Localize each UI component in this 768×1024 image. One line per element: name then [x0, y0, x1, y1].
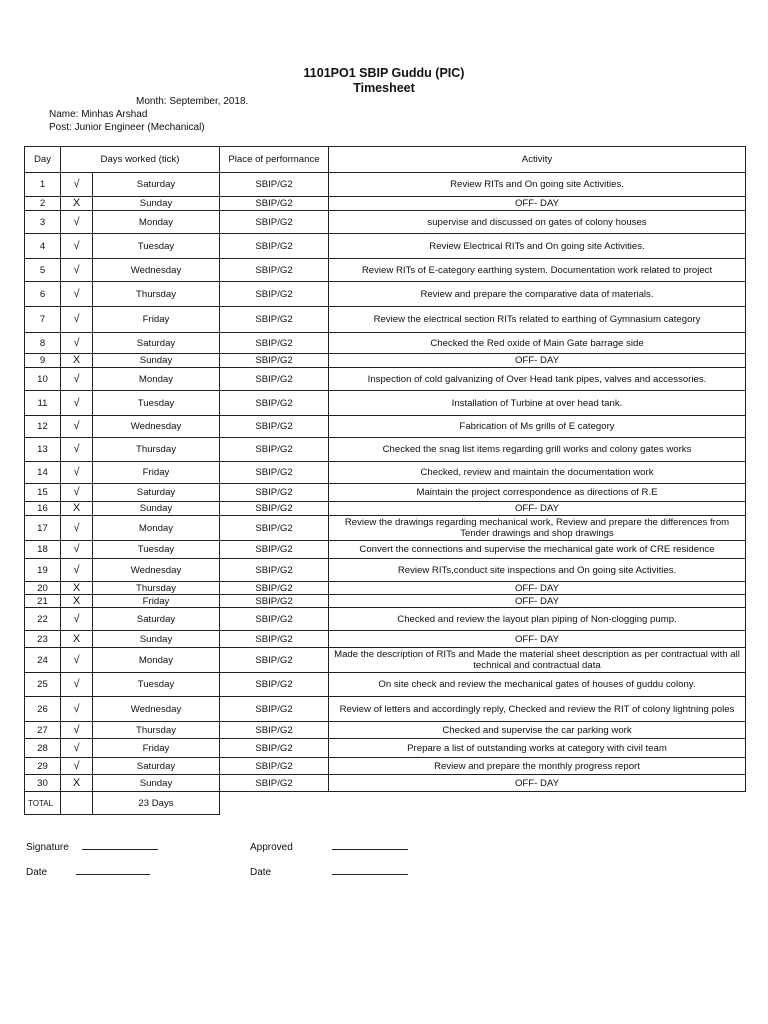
activity-cell: Inspection of cold galvanizing of Over Head tank pipes, valves and accessories.: [329, 368, 746, 391]
place-cell: SBIP/G2: [220, 648, 329, 673]
place-cell: SBIP/G2: [220, 333, 329, 354]
day-cell: 25: [25, 673, 61, 697]
total-value: 23 Days: [93, 792, 220, 815]
place-cell: SBIP/G2: [220, 307, 329, 333]
tick-cell: √: [61, 391, 93, 416]
place-cell: SBIP/G2: [220, 484, 329, 502]
tick-cell: X: [61, 582, 93, 595]
tick-cell: √: [61, 608, 93, 631]
tick-cell: √: [61, 307, 93, 333]
table-row: [25, 462, 746, 484]
day-cell: 11: [25, 391, 61, 416]
tick-cell: √: [61, 722, 93, 739]
activity-cell: Review the electrical section RITs related to earthing of Gymnasium category: [329, 307, 746, 333]
header-place: Place of performance: [220, 147, 329, 173]
place-cell: SBIP/G2: [220, 739, 329, 758]
tick-cell: √: [61, 368, 93, 391]
table-row: [25, 758, 746, 775]
table-row: [25, 559, 746, 582]
place-cell: SBIP/G2: [220, 673, 329, 697]
weekday-cell: Monday: [93, 648, 220, 673]
date-line-right: [250, 865, 408, 878]
day-cell: 26: [25, 697, 61, 722]
place-cell: SBIP/G2: [220, 631, 329, 648]
weekday-cell: Friday: [93, 739, 220, 758]
table-row: [25, 391, 746, 416]
weekday-cell: Thursday: [93, 582, 220, 595]
table-row: [25, 631, 746, 648]
day-cell: 7: [25, 307, 61, 333]
table-row: [25, 333, 746, 354]
tick-cell: √: [61, 758, 93, 775]
tick-cell: √: [61, 697, 93, 722]
table-header-row: [25, 147, 746, 173]
activity-cell: OFF- DAY: [329, 595, 746, 608]
weekday-cell: Sunday: [93, 775, 220, 792]
table-row: [25, 354, 746, 368]
total-spacer: [61, 792, 93, 815]
day-cell: 14: [25, 462, 61, 484]
tick-cell: √: [61, 282, 93, 307]
place-cell: SBIP/G2: [220, 259, 329, 282]
activity-cell: Review of letters and accordingly reply, Checked and review the RIT of colony lightning poles: [329, 697, 746, 722]
weekday-cell: Thursday: [93, 282, 220, 307]
tick-cell: X: [61, 631, 93, 648]
date-label: Date: [26, 867, 48, 878]
date-blank: [332, 865, 408, 875]
tick-cell: √: [61, 234, 93, 259]
weekday-cell: Monday: [93, 516, 220, 541]
place-cell: SBIP/G2: [220, 775, 329, 792]
timesheet-table: [24, 146, 746, 815]
table-row: [25, 516, 746, 541]
month-value: September, 2018.: [169, 96, 249, 107]
place-cell: SBIP/G2: [220, 582, 329, 595]
activity-cell: Checked, review and maintain the documentation work: [329, 462, 746, 484]
table-row: [25, 484, 746, 502]
name-value: Minhas Arshad: [81, 109, 148, 120]
approved-line: [250, 840, 408, 853]
tick-cell: √: [61, 559, 93, 582]
table-row: [25, 608, 746, 631]
weekday-cell: Monday: [93, 368, 220, 391]
tick-cell: √: [61, 462, 93, 484]
tick-cell: √: [61, 438, 93, 462]
table-row: [25, 595, 746, 608]
place-cell: SBIP/G2: [220, 197, 329, 211]
place-cell: SBIP/G2: [220, 541, 329, 559]
tick-cell: X: [61, 354, 93, 368]
signature-label: Signature: [26, 842, 69, 853]
day-cell: 4: [25, 234, 61, 259]
place-cell: SBIP/G2: [220, 438, 329, 462]
weekday-cell: Sunday: [93, 502, 220, 516]
activity-cell: Review the drawings regarding mechanical work, Review and prepare the differences from Tender drawings and shop drawings: [329, 516, 746, 541]
activity-cell: Review RITs,conduct site inspections and On going site Activities.: [329, 559, 746, 582]
weekday-cell: Friday: [93, 595, 220, 608]
place-cell: SBIP/G2: [220, 516, 329, 541]
tick-cell: √: [61, 739, 93, 758]
day-cell: 23: [25, 631, 61, 648]
day-cell: 13: [25, 438, 61, 462]
day-cell: 18: [25, 541, 61, 559]
weekday-cell: Saturday: [93, 484, 220, 502]
day-cell: 22: [25, 608, 61, 631]
signature-blank: [82, 840, 158, 850]
weekday-cell: Wednesday: [93, 416, 220, 438]
date-line-left: [26, 865, 150, 878]
day-cell: 28: [25, 739, 61, 758]
table-row: [25, 697, 746, 722]
weekday-cell: Sunday: [93, 197, 220, 211]
tick-cell: X: [61, 197, 93, 211]
tick-cell: X: [61, 502, 93, 516]
tick-cell: √: [61, 673, 93, 697]
weekday-cell: Saturday: [93, 608, 220, 631]
activity-cell: Review RITs of E-category earthing system. Documentation work related to project: [329, 259, 746, 282]
activity-cell: Checked the Red oxide of Main Gate barrage side: [329, 333, 746, 354]
name-line: [49, 109, 147, 120]
tick-cell: √: [61, 173, 93, 197]
name-label: Name:: [49, 109, 79, 120]
weekday-cell: Saturday: [93, 333, 220, 354]
total-blank: [329, 792, 746, 815]
day-cell: 29: [25, 758, 61, 775]
place-cell: SBIP/G2: [220, 697, 329, 722]
activity-cell: OFF- DAY: [329, 631, 746, 648]
place-cell: SBIP/G2: [220, 354, 329, 368]
table-row: [25, 197, 746, 211]
table-row: [25, 307, 746, 333]
approved-label: Approved: [250, 842, 293, 853]
day-cell: 21: [25, 595, 61, 608]
weekday-cell: Tuesday: [93, 673, 220, 697]
place-cell: SBIP/G2: [220, 416, 329, 438]
activity-cell: Convert the connections and supervise the mechanical gate work of CRE residence: [329, 541, 746, 559]
weekday-cell: Wednesday: [93, 559, 220, 582]
activity-cell: Prepare a list of outstanding works at category with civil team: [329, 739, 746, 758]
table-row: [25, 673, 746, 697]
approved-blank: [332, 840, 408, 850]
activity-cell: Maintain the project correspondence as directions of R.E: [329, 484, 746, 502]
place-cell: SBIP/G2: [220, 173, 329, 197]
activity-cell: Review RITs and On going site Activities.: [329, 173, 746, 197]
post-line: [49, 122, 205, 133]
day-cell: 8: [25, 333, 61, 354]
weekday-cell: Thursday: [93, 722, 220, 739]
activity-cell: Review Electrical RITs and On going site Activities.: [329, 234, 746, 259]
activity-cell: Checked and review the layout plan piping of Non-clogging pump.: [329, 608, 746, 631]
day-cell: 5: [25, 259, 61, 282]
table-row: [25, 211, 746, 234]
weekday-cell: Friday: [93, 462, 220, 484]
activity-cell: OFF- DAY: [329, 502, 746, 516]
activity-cell: Fabrication of Ms grills of E category: [329, 416, 746, 438]
tick-cell: √: [61, 516, 93, 541]
document-title: 1101PO1 SBIP Guddu (PIC): [303, 66, 465, 80]
table-row: [25, 282, 746, 307]
total-row: [25, 792, 746, 815]
weekday-cell: Wednesday: [93, 697, 220, 722]
table-row: [25, 173, 746, 197]
weekday-cell: Friday: [93, 307, 220, 333]
day-cell: 15: [25, 484, 61, 502]
day-cell: 3: [25, 211, 61, 234]
place-cell: SBIP/G2: [220, 391, 329, 416]
table-row: [25, 739, 746, 758]
activity-cell: On site check and review the mechanical gates of houses of guddu colony.: [329, 673, 746, 697]
table-row: [25, 775, 746, 792]
table-row: [25, 416, 746, 438]
tick-cell: X: [61, 595, 93, 608]
activity-cell: OFF- DAY: [329, 582, 746, 595]
day-cell: 9: [25, 354, 61, 368]
activity-cell: OFF- DAY: [329, 775, 746, 792]
tick-cell: √: [61, 333, 93, 354]
weekday-cell: Wednesday: [93, 259, 220, 282]
place-cell: SBIP/G2: [220, 234, 329, 259]
total-label: TOTAL: [25, 792, 61, 815]
tick-cell: X: [61, 775, 93, 792]
table-row: [25, 259, 746, 282]
day-cell: 16: [25, 502, 61, 516]
weekday-cell: Sunday: [93, 631, 220, 648]
table-row: [25, 368, 746, 391]
total-blank: [220, 792, 329, 815]
header-day: Day: [25, 147, 61, 173]
table-row: [25, 648, 746, 673]
document-subtitle: Timesheet: [353, 81, 415, 95]
place-cell: SBIP/G2: [220, 502, 329, 516]
tick-cell: √: [61, 416, 93, 438]
weekday-cell: Sunday: [93, 354, 220, 368]
place-cell: SBIP/G2: [220, 595, 329, 608]
signature-line: [26, 840, 158, 853]
date-blank: [76, 865, 150, 875]
weekday-cell: Tuesday: [93, 541, 220, 559]
tick-cell: √: [61, 648, 93, 673]
place-cell: SBIP/G2: [220, 282, 329, 307]
place-cell: SBIP/G2: [220, 722, 329, 739]
activity-cell: OFF- DAY: [329, 354, 746, 368]
day-cell: 17: [25, 516, 61, 541]
weekday-cell: Saturday: [93, 173, 220, 197]
header-activity: Activity: [329, 147, 746, 173]
weekday-cell: Thursday: [93, 438, 220, 462]
activity-cell: Review and prepare the monthly progress report: [329, 758, 746, 775]
table-row: [25, 582, 746, 595]
activity-cell: Made the description of RITs and Made the material sheet description as per contractual with all technical and contractual data: [329, 648, 746, 673]
table-row: [25, 438, 746, 462]
date-label: Date: [250, 867, 272, 878]
table-row: [25, 722, 746, 739]
activity-cell: Review and prepare the comparative data of materials.: [329, 282, 746, 307]
day-cell: 24: [25, 648, 61, 673]
day-cell: 20: [25, 582, 61, 595]
month-line: [136, 96, 248, 107]
weekday-cell: Monday: [93, 211, 220, 234]
activity-cell: OFF- DAY: [329, 197, 746, 211]
place-cell: SBIP/G2: [220, 368, 329, 391]
header-days-worked: Days worked (tick): [61, 147, 220, 173]
place-cell: SBIP/G2: [220, 608, 329, 631]
day-cell: 1: [25, 173, 61, 197]
day-cell: 10: [25, 368, 61, 391]
activity-cell: Installation of Turbine at over head tank.: [329, 391, 746, 416]
post-value: Junior Engineer (Mechanical): [74, 122, 205, 133]
tick-cell: √: [61, 541, 93, 559]
activity-cell: Checked the snag list items regarding grill works and colony gates works: [329, 438, 746, 462]
day-cell: 2: [25, 197, 61, 211]
post-label: Post:: [49, 122, 72, 133]
day-cell: 6: [25, 282, 61, 307]
tick-cell: √: [61, 484, 93, 502]
weekday-cell: Tuesday: [93, 234, 220, 259]
day-cell: 27: [25, 722, 61, 739]
month-label: Month:: [136, 96, 167, 107]
table-row: [25, 541, 746, 559]
table-row: [25, 234, 746, 259]
weekday-cell: Tuesday: [93, 391, 220, 416]
day-cell: 30: [25, 775, 61, 792]
tick-cell: √: [61, 211, 93, 234]
day-cell: 19: [25, 559, 61, 582]
activity-cell: Checked and supervise the car parking work: [329, 722, 746, 739]
place-cell: SBIP/G2: [220, 211, 329, 234]
activity-cell: supervise and discussed on gates of colony houses: [329, 211, 746, 234]
weekday-cell: Saturday: [93, 758, 220, 775]
table-row: [25, 502, 746, 516]
place-cell: SBIP/G2: [220, 462, 329, 484]
place-cell: SBIP/G2: [220, 758, 329, 775]
tick-cell: √: [61, 259, 93, 282]
day-cell: 12: [25, 416, 61, 438]
place-cell: SBIP/G2: [220, 559, 329, 582]
